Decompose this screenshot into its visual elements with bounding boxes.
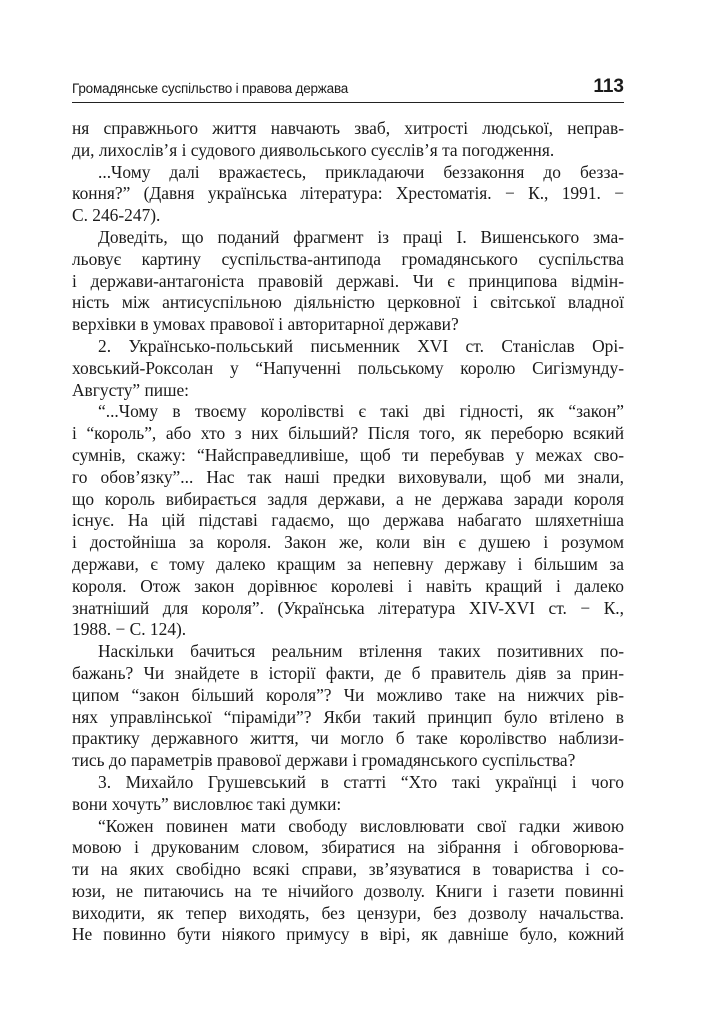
text-line: 1988. − С. 124). <box>72 619 187 640</box>
text-line: ня справжнього життя навчають зваб, хитрості людської, неправ- <box>72 118 624 138</box>
text-line: Доведіть, що поданий фрагмент із праці І. Вишенського зма- <box>98 226 624 247</box>
page-number: 113 <box>593 76 624 97</box>
text-line: Не повинно бути ніякого примусу в вірі, як давніше було, кожний <box>72 924 624 945</box>
text-line: і “король”, або хто з них більший? Після того, як переборю всякий <box>72 423 624 444</box>
text-line: ципом “закон більший короля”? Чи можливо таке на нижчих рів- <box>72 684 624 705</box>
body-text <box>72 118 624 946</box>
text-line: бажань? Чи знайдете в історії факти, де б правитель діяв за прин- <box>72 662 624 683</box>
text-line: ти на яких свобідно всякі справи, зв’язуватися в товариства і со- <box>72 859 624 880</box>
text-line: С. 246-247). <box>72 205 161 226</box>
text-line: і достойніша за короля. Закон же, коли він є душею і розумом <box>72 532 624 553</box>
text-line: тись до параметрів правової держави і громадянського суспільства? <box>72 750 576 771</box>
text-line: ховський-Роксолан у “Напученні польському королю Сигізмунду- <box>72 357 624 378</box>
text-line: юзи, не питаючись на те нічийого дозволу. Книги і газети повинні <box>72 880 624 901</box>
text-line: держави, є тому далеко кращим за непевну державу і більшим за <box>72 553 624 574</box>
running-header <box>72 72 624 103</box>
text-line: практику державного життя, чи могло б таке королівство наблизи- <box>72 728 624 749</box>
text-line: го обов’язку”... Нас так наші предки виховували, щоб ми знали, <box>72 466 624 487</box>
text-line: ...Чому далі вражаєтесь, прикладаючи беззаконня до безза- <box>98 161 624 182</box>
text-line: Наскільки бачиться реальним втілення таких позитивних по- <box>98 641 624 662</box>
text-line: Августу” пише: <box>72 379 190 400</box>
text-line: 3. Михайло Грушевський в статті “Хто такі українці і чого <box>98 771 624 792</box>
text-line: льовує картину суспільства-антипода громадянського суспільства <box>72 248 624 269</box>
text-line: вони хочуть” висловлює такі думки: <box>72 793 342 814</box>
text-line: ність між антисуспільною діяльністю церковної і світської владної <box>72 292 624 313</box>
text-line: коння?” (Давня українська література: Хрестоматія. − К., 1991. − <box>72 183 624 204</box>
running-title: Громадянське суспільство і правова держава <box>72 81 349 96</box>
text-line: 2. Українсько-польський письменник XVI ст. Станіслав Орі- <box>98 335 624 356</box>
text-line: що король вибирається задля держави, а не держава заради короля <box>72 488 624 509</box>
text-line: знатніший для короля”. (Українська література XIV-XVI ст. − К., <box>72 597 624 618</box>
text-line: сумнів, скажу: “Найсправедливіше, щоб ти перебував у межах сво- <box>72 444 624 465</box>
text-line: короля. Отож закон дорівнює королеві і навіть кращий і далеко <box>72 575 624 596</box>
text-line: існує. На цій підставі гадаємо, що держава набагато шляхетніша <box>72 510 624 531</box>
text-line: і держави-антагоніста правовій державі. Чи є принципова відмін- <box>72 270 624 291</box>
text-line: мовою і друкованим словом, збиратися на зібрання і обговорюва- <box>72 837 624 858</box>
text-line: “...Чому в твоєму королівстві є такі дві гідності, як “закон” <box>98 401 624 422</box>
text-line: “Кожен повинен мати свободу висловлювати свої гадки живою <box>98 815 624 836</box>
text-line: нях управлінської “піраміди”? Якби такий принцип було втілено в <box>72 706 624 727</box>
text-line: верхівки в умовах правової і авторитарної держави? <box>72 314 459 335</box>
text-line: ди, лихослів’я і судового диявольського суєслів’я та погодження. <box>72 139 555 160</box>
text-line: виходити, як тепер виходять, без цензури, без дозволу начальства. <box>72 902 624 923</box>
